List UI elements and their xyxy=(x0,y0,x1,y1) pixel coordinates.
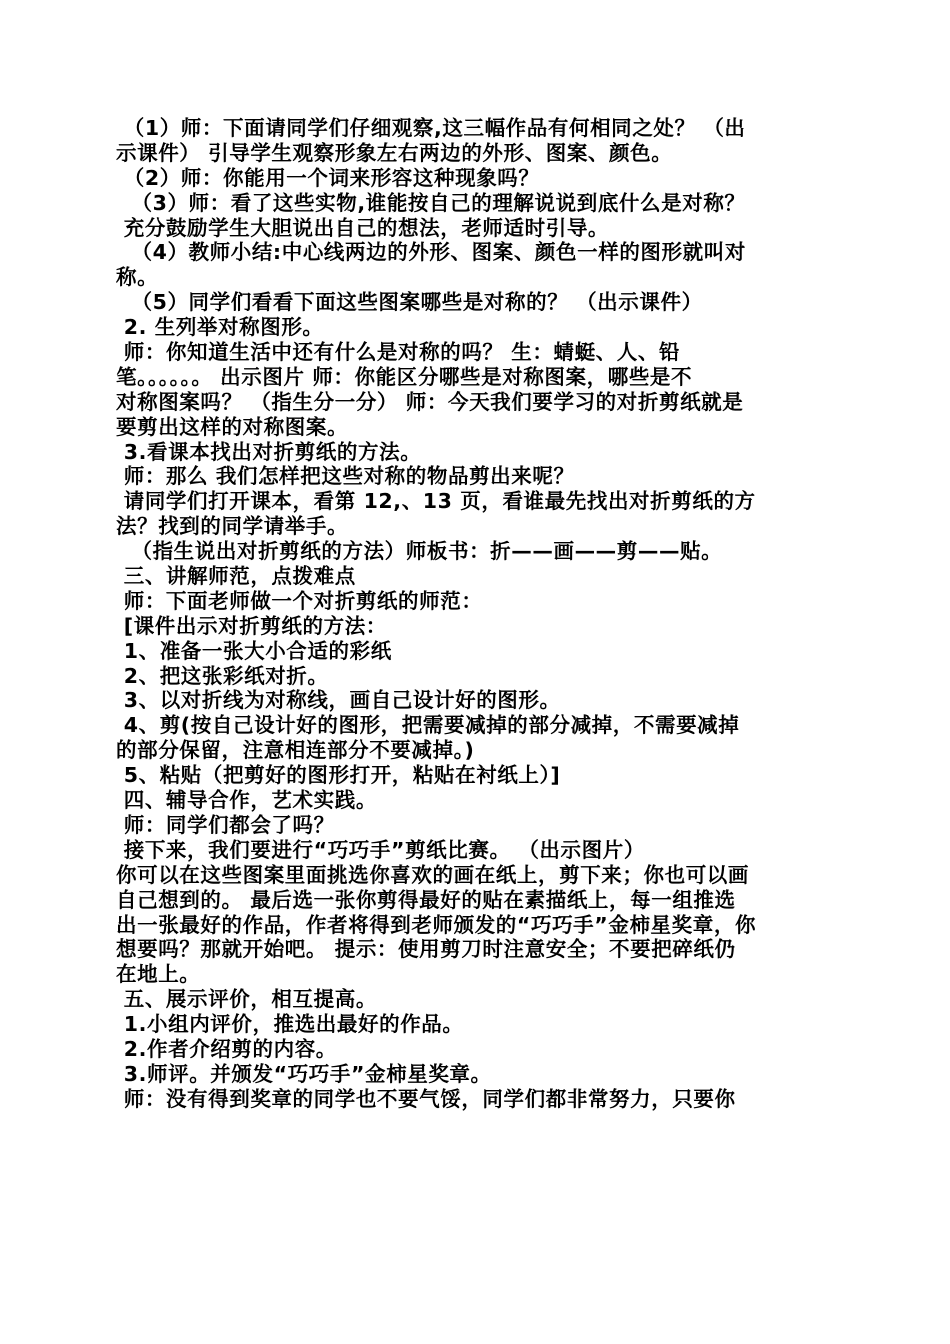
text-line: 示课件） 引导学生观察形象左右两边的外形、图案、颜色。 xyxy=(116,140,673,165)
text-line: 接下来，我们要进行“巧巧手”剪纸比赛。 （出示图片） xyxy=(116,837,645,862)
text-line: 法？找到的同学请举手。 xyxy=(116,514,349,539)
text-line: 师：同学们都会了吗？ xyxy=(116,812,335,837)
text-line: 称。 xyxy=(116,265,159,290)
document-body xyxy=(116,116,836,1112)
text-line: 笔。。。。。。 出示图片 师：你能区分哪些是对称图案，哪些是不 xyxy=(116,364,693,389)
text-line: （指生说出对折剪纸的方法）师板书：折——画——剪——贴。 xyxy=(116,539,723,564)
text-line: 请同学们打开课本，看第 12,、13 页，看谁最先找出对折剪纸的方 xyxy=(116,489,756,514)
text-line: 充分鼓励学生大胆说出自己的想法，老师适时引导。 xyxy=(116,215,610,240)
list-item: 2、把这张彩纸对折。 xyxy=(116,663,329,688)
text-line: 师：下面老师做一个对折剪纸的师范： xyxy=(116,588,483,613)
text-line: （1）师：下面请同学们仔细观察,这三幅作品有何相同之处？ （出 xyxy=(116,116,746,140)
text-line: 要剪出这样的对称图案。 xyxy=(116,414,349,439)
text-line: 师：那么 我们怎样把这些对称的物品剪出来呢？ xyxy=(116,464,575,489)
text-line: 你可以在这些图案里面挑选你喜欢的画在纸上，剪下来；你也可以画 xyxy=(116,862,749,887)
list-item: 4、剪(按自己设计好的图形，把需要减掉的部分减掉，不需要减掉 xyxy=(116,713,740,738)
text-line: [课件出示对折剪纸的方法： xyxy=(116,613,387,638)
text-line: 师：没有得到奖章的同学也不要气馁，同学们都非常努力，只要你 xyxy=(116,1086,736,1111)
text-line: 2. 生列举对称图形。 xyxy=(116,315,324,340)
list-item: 1.小组内评价，推选出最好的作品。 xyxy=(116,1012,464,1037)
list-item: 2.作者介绍剪的内容。 xyxy=(116,1036,337,1061)
text-line: 的部分保留，注意相连部分不要减掉。) xyxy=(116,738,475,763)
text-line: 师：你知道生活中还有什么是对称的吗？ 生：蜻蜓、人、铅 xyxy=(116,340,681,365)
text-line: （5）同学们看看下面这些图案哪些是对称的？ （出示课件） xyxy=(116,290,703,315)
section-heading: 三、讲解师范，点拨难点 xyxy=(116,564,356,589)
list-item: 1、准备一张大小合适的彩纸 xyxy=(116,638,392,663)
list-item: 3.师评。并颁发“巧巧手”金柿星奖章。 xyxy=(116,1061,492,1086)
text-line: 想要吗？那就开始吧。 提示：使用剪刀时注意安全；不要把碎纸仍 xyxy=(116,937,736,962)
text-line: （2）师：你能用一个词来形容这种现象吗？ xyxy=(116,165,540,190)
text-line: 3.看课本找出对折剪纸的方法。 xyxy=(116,439,422,464)
text-line: 对称图案吗？ （指生分一分） 师：今天我们要学习的对折剪纸就是 xyxy=(116,389,744,414)
text-line: 出一张最好的作品，作者将得到老师颁发的“巧巧手”金柿星奖章，你 xyxy=(116,912,757,937)
text-line: （4）教师小结:中心线两边的外形、图案、颜色一样的图形就叫对 xyxy=(116,240,746,265)
section-heading: 五、展示评价，相互提高。 xyxy=(116,987,377,1012)
text-line: （3）师：看了这些实物,谁能按自己的理解说说到底什么是对称？ xyxy=(116,190,746,215)
text-line: 自己想到的。 最后选一张你剪得最好的贴在素描纸上，每一组推选 xyxy=(116,887,736,912)
list-item: 3、以对折线为对称线，画自己设计好的图形。 xyxy=(116,688,561,713)
text-line: 在地上。 xyxy=(116,962,201,987)
section-heading: 四、辅导合作，艺术实践。 xyxy=(116,788,377,813)
list-item: 5、粘贴（把剪好的图形打开，粘贴在衬纸上）] xyxy=(116,763,561,788)
